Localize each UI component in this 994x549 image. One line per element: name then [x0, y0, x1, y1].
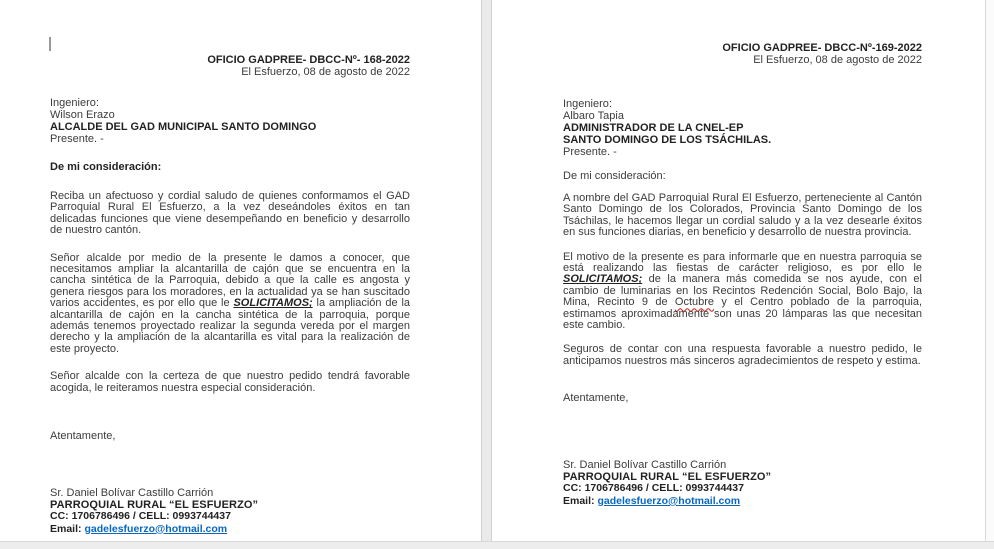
- email-link[interactable]: gadelesfuerzo@hotmail.com: [597, 494, 741, 507]
- recipient-name: Wilson Erazo: [50, 109, 115, 121]
- closing-line: Atentamente,: [563, 392, 629, 405]
- text-cursor: [49, 37, 51, 51]
- signature-email-row: [563, 495, 922, 507]
- date-line: El Esfuerzo, 08 de agosto de 2022: [753, 54, 922, 66]
- paragraph: [563, 193, 922, 239]
- letter-page-2[interactable]: [492, 0, 985, 541]
- email-label: Email:: [563, 494, 595, 507]
- page-divider-gap: [481, 0, 492, 541]
- signature-block: [50, 487, 410, 535]
- text-segment: Señor alcalde por medio de la presente le damos a conocer, que necesitamos ampliar la alcantarilla de cajón que se encuentra en la cancha sintética de la Parroquia, debido a que la calle es angosta y genera riesgos para los moradores, en la actualidad ya se han suscitado varios accidentes, es por ello que le: [50, 251, 410, 310]
- greeting-line: De mi consideración:: [563, 170, 666, 182]
- oficio-number: OFICIO GADPREE- DBCC-Nº-169-2022: [722, 42, 922, 54]
- letter-header: [50, 0, 410, 78]
- recipient-block: [563, 98, 922, 158]
- signature-name: Sr. Daniel Bolívar Castillo Carrión: [563, 459, 727, 472]
- paragraph: [563, 252, 922, 332]
- text-segment: A nombre del GAD Parroquial Rural El Esfuerzo, perteneciente al Cantón Santo Domingo de los Colorados, Provincia Santo Domingo de los Tsáchilas, le hacemos llegar un cordial saludo y a la vez desearle éxitos en sus funciones diarias, en beneficio y desarrollo de nuestra provincia.: [563, 192, 922, 239]
- text-segment: Señor alcalde con la certeza de que nuestro pedido tendrá favorable acogida, le reiteramos nuestra especial consideración.: [50, 370, 410, 394]
- recipient-presente: Presente. -: [50, 133, 104, 145]
- recipient-title-line: ADMINISTRADOR DE LA CNEL-EP: [563, 122, 744, 134]
- paragraph: [50, 191, 410, 237]
- recipient-title-lines: [563, 122, 922, 146]
- greeting-line: De mi consideración:: [50, 161, 162, 173]
- text-segment: la ampliación de la alcantarilla de cajón en la cancha sintética de la parroquia, porque además tenemos proyectado realizar la segunda vereda por el margen derecho y la ampliación de la alcantarilla es vital para la realización de este proyecto.: [50, 297, 411, 355]
- text-segment: El motivo de la presente es para informarle que en nuestra parroquia se está realizando las fiestas de carácter religioso, es por ello le: [563, 250, 922, 275]
- recipient-title-lines: [50, 121, 410, 133]
- signature-organization: PARROQUIAL RURAL “EL ESFUERZO”: [563, 471, 772, 484]
- text-segment: Reciba un afectuoso y cordial saludo de quienes conformamos el GAD Parroquial Rural El Esfuerzo, a la vez deseándoles éxitos en tan delicadas funciones que viene desempeñando en beneficio y desarrollo de nuestro cantón.: [50, 190, 410, 237]
- paragraph: [50, 253, 410, 356]
- letter-header: [563, 0, 922, 66]
- scrollbar-track[interactable]: [985, 0, 994, 541]
- text-segment: SOLICITAMOS;: [233, 297, 313, 310]
- recipient-salutation: Ingeniero:: [563, 98, 612, 110]
- text-segment: de la manera más comedida se nos ayude, con el cambio de luminarias en los Recintos Redención Social, Bolo Bajo, la Mina, Recinto 9 de: [563, 273, 922, 309]
- text-segment: y el Centro poblado de la parroquia, estimamos aproximadamente son unas 20 lámparas las que necesitan este cambio.: [563, 296, 923, 332]
- recipient-title-line: ALCALDE DEL GAD MUNICIPAL SANTO DOMINGO: [50, 121, 317, 133]
- date-line: El Esfuerzo, 08 de agosto de 2022: [241, 66, 410, 78]
- email-link[interactable]: gadelesfuerzo@hotmail.com: [84, 522, 228, 535]
- recipient-presente: Presente. -: [563, 146, 617, 158]
- email-label: Email:: [50, 522, 82, 535]
- recipient-title-line: SANTO DOMINGO DE LOS TSÁCHILAS.: [563, 134, 772, 146]
- recipient-salutation: Ingeniero:: [50, 97, 99, 109]
- letter-page-1[interactable]: [0, 0, 481, 541]
- recipient-block: [50, 97, 410, 145]
- signature-block: [563, 459, 922, 507]
- misspelled-word: Octubre: [674, 296, 715, 309]
- bottom-canvas-strip: [0, 541, 994, 549]
- signature-organization: PARROQUIAL RURAL “EL ESFUERZO”: [50, 499, 259, 512]
- text-segment: SOLICITAMOS;: [563, 273, 643, 286]
- paragraph: [563, 344, 922, 367]
- recipient-name: Albaro Tapia: [563, 110, 624, 122]
- signature-cc-line: CC: 1706786496 / CELL: 0993744437: [50, 510, 231, 523]
- oficio-number: OFICIO GADPREE- DBCC-Nº- 168-2022: [207, 54, 410, 66]
- signature-name: Sr. Daniel Bolívar Castillo Carrión: [50, 487, 214, 500]
- text-segment: Seguros de contar con una respuesta favorable a nuestro pedido, le anticipamos nuestros más sinceros agradecimientos de respeto y estima.: [563, 343, 922, 367]
- paragraph: [50, 371, 410, 394]
- closing-line: Atentamente,: [50, 430, 116, 443]
- signature-email-row: [50, 523, 410, 535]
- signature-cc-line: CC: 1706786496 / CELL: 0993744437: [563, 482, 744, 495]
